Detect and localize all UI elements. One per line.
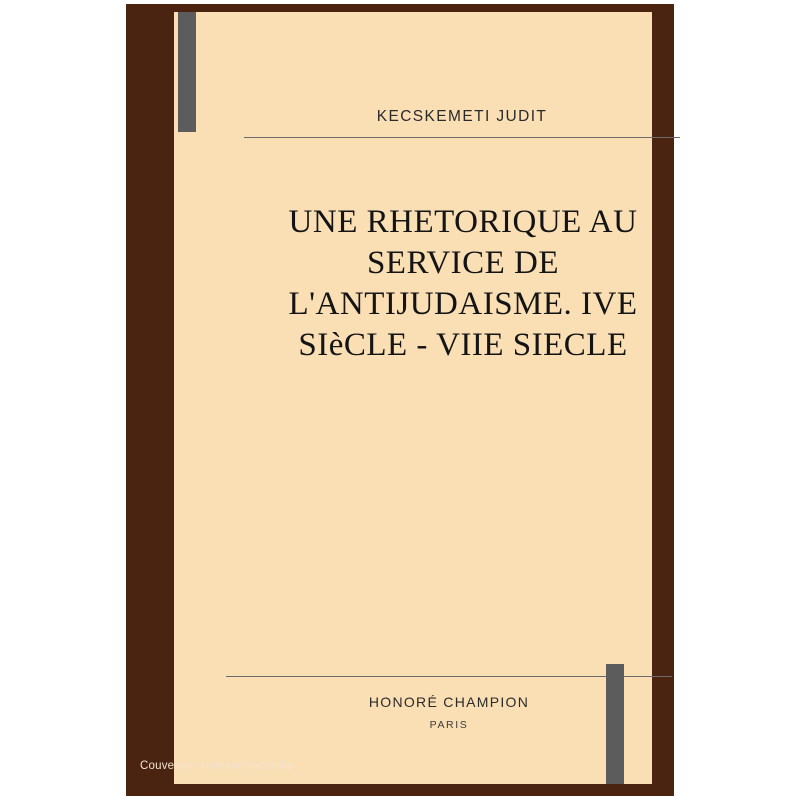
title-line-2: SERVICE DE (366, 245, 560, 281)
title-line-3: L'ANTIJUDAISME. IVE (288, 286, 638, 322)
top-spine-bar (178, 12, 196, 132)
title-line-1: UNE RHETORIQUE AU (288, 204, 638, 240)
publisher-city: PARIS (429, 719, 469, 731)
author-name: KECSKEMETI JUDIT (376, 108, 548, 125)
book-title (232, 202, 694, 366)
title-line-4: SIèCLE - VIIE SIECLE (298, 327, 628, 363)
bottom-spine-bar (606, 664, 624, 784)
book-cover-border (126, 4, 674, 796)
book-cover-paper (174, 12, 652, 784)
author-divider (244, 137, 680, 138)
cover-disclaimer: Couverture non contractuelle (140, 760, 294, 772)
publisher-name: HONORÉ CHAMPION (368, 694, 530, 710)
